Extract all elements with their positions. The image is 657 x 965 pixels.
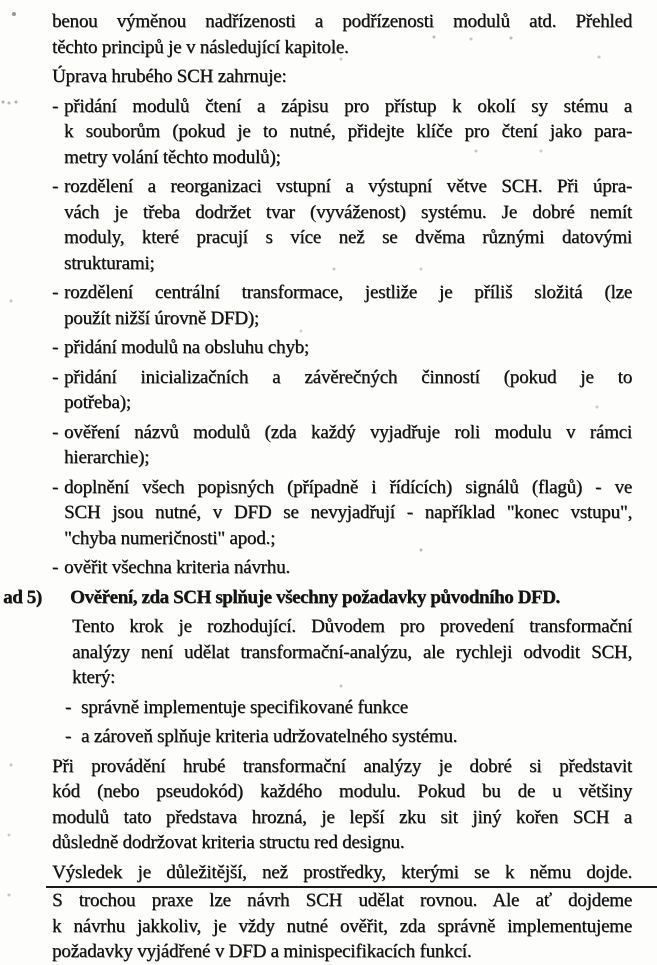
bullet-text: rozdělení a reorganizaci vstupní a výstupní větve SCH. Při úpra-	[64, 176, 632, 197]
paragraph-line: modulů tato představa hrozná, je lepší zku sit jiný kořen SCH a	[52, 806, 632, 828]
bullet-dash: -	[52, 366, 59, 388]
bullet-continuation: k souborům (pokud je to nutné, přidejte klíče pro čtení jako para-	[64, 121, 632, 142]
bullet-dash: -	[52, 282, 59, 303]
bullet-item	[52, 555, 632, 581]
bullet-dash: -	[65, 726, 72, 747]
bullet-text: ověření názvů modulů (zda každý vyjadřuje roli modulu v rámci	[64, 421, 632, 443]
bullet-item	[52, 420, 632, 446]
bullet-dash: -	[52, 337, 59, 358]
bullet-text: ověřit všechna kriteria návrhu.	[64, 557, 290, 578]
bullet-item	[52, 365, 632, 391]
bullet-text: přidání modulů čtení a zápisu pro přístup k okolí sy stému a	[64, 95, 632, 117]
paragraph-line: Tento krok je rozhodující. Důvodem pro provedení transformační	[72, 616, 632, 637]
underlined-line: Výsledek je důležitější, než prostředky, kterými se k němu dojde.	[46, 860, 657, 889]
bullet-dash: -	[52, 476, 59, 498]
bullet-text: a zároveň splňuje kriteria udržovatelného systému.	[81, 726, 458, 747]
bullet-continuation: SCH jsou nutné, v DFD se nevyjadřují - například "konec vstupu",	[64, 502, 632, 523]
bullet-continuation: metry volání těchto modulů);	[64, 146, 281, 168]
paragraph-line: S trochou praxe lze návrh SCH udělat rovnou. Ale ať dojdeme	[52, 890, 632, 911]
paragraph-line: požadavky vyjádřené v DFD a minispecifikacích funkcí.	[52, 941, 472, 962]
bullet-text: přidání modulů na obsluhu chyb;	[64, 337, 309, 358]
bullet-continuation: použít nižší úrovně DFD);	[64, 307, 260, 329]
bullet-dash: -	[52, 557, 59, 578]
bullet-dash: -	[65, 696, 72, 718]
bullet-text: rozdělení centrální transformace, jestliže je příliš složitá (lze	[64, 282, 632, 303]
paragraph-line: k návrhu jakkoliv, je vždy nutné ověřit, zda správně implementujeme	[52, 915, 632, 937]
paragraph-line: benou výměnou nadřízenosti a podřízenosti modulů atd. Přehled	[52, 11, 632, 32]
bullet-item	[52, 94, 632, 120]
bullet-item	[52, 335, 632, 361]
bullet-text: přidání inicializačních a závěrečných činností (pokud je to	[64, 366, 632, 388]
paragraph-line: Při provádění hrubé transformační analýzy je dobré si představit	[52, 755, 632, 777]
paragraph-line: Úprava hrubého SCH zahrnuje:	[52, 66, 287, 87]
bullet-continuation: vách je třeba dodržet tvar (vyváženost) systému. Je dobré nemít	[64, 201, 632, 223]
paragraph-line: důsledně dodržovat kriteria structu red designu.	[52, 832, 405, 853]
bullet-dash: -	[52, 176, 59, 197]
bullet-item	[52, 174, 632, 200]
bullet-continuation: moduly, které pracují s více než se dvěma různými datovými	[64, 227, 632, 248]
scan-noise	[0, 0, 2, 2]
section-label: ad 5)	[3, 586, 42, 608]
bullet-dash: -	[52, 421, 59, 443]
bullet-continuation: strukturami;	[64, 252, 155, 274]
paragraph-line: kód (nebo pseudokód) každého modulu. Pokud bu de u většiny	[52, 781, 632, 802]
bullet-continuation: "chyba numeričnosti" apod.;	[64, 527, 276, 549]
bullet-item	[52, 695, 632, 721]
section-heading-text: Ověření, zda SCH splňuje všechny požadavky původního DFD.	[70, 586, 560, 608]
bullet-continuation: hierarchie);	[64, 447, 150, 468]
bullet-item	[52, 724, 632, 750]
bullet-text: správně implementuje specifikované funkce	[81, 696, 408, 718]
paragraph-line: analýzy není udělat transformační-analýzu, ale rychleji odvodit SCH,	[72, 641, 632, 663]
bullet-item	[52, 280, 632, 306]
bullet-item	[52, 475, 632, 501]
bullet-text: doplnění všech popisných (případně i řídících) signálů (flagů) - ve	[64, 476, 632, 498]
paragraph-line: těchto principů je v následující kapitole.	[52, 36, 349, 58]
paragraph-line: který:	[72, 667, 116, 688]
bullet-dash: -	[52, 95, 59, 117]
section-heading	[3, 585, 632, 611]
bullet-continuation: potřeba);	[64, 392, 131, 413]
